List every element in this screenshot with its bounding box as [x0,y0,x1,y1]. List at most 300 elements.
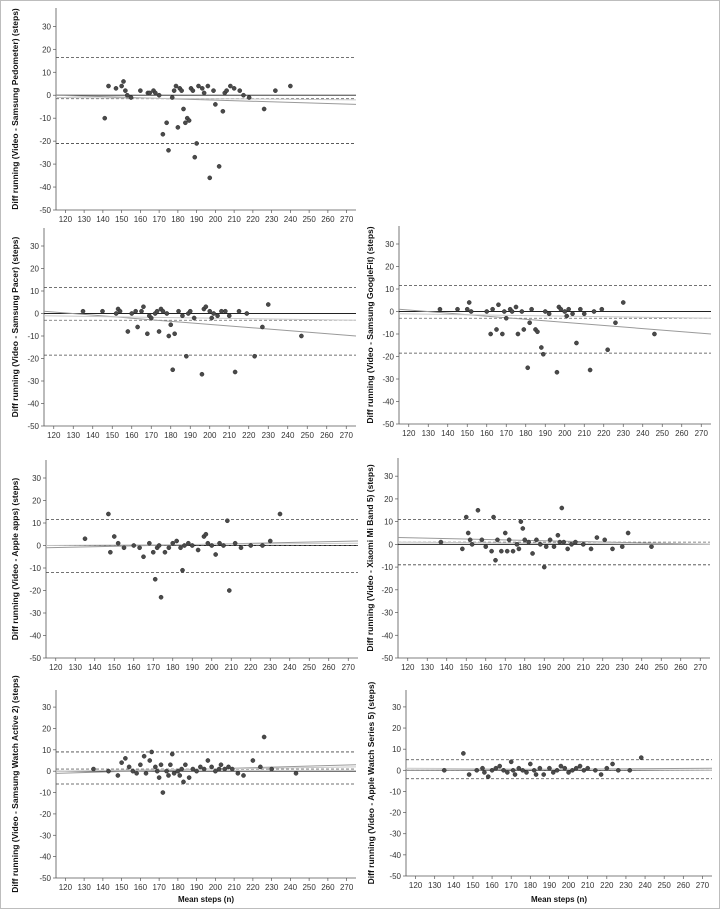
data-point [142,754,146,758]
data-point [484,545,488,549]
data-point [184,354,188,358]
y-tick-label: 20 [32,496,41,506]
data-point [570,768,574,772]
x-tick-label: 180 [171,215,185,224]
data-point [210,543,214,547]
data-point [460,547,464,551]
data-point [155,309,159,313]
data-point [171,368,175,372]
loess-line [399,314,711,319]
data-point [166,773,170,777]
x-tick-label: 130 [420,663,434,672]
data-point [482,770,486,774]
data-point [233,541,237,545]
data-point [83,537,87,541]
x-tick-label: 140 [96,883,110,892]
data-point [183,121,187,125]
y-tick-label: -40 [29,631,41,641]
x-tick-label: 240 [283,215,298,224]
data-point [213,102,217,106]
x-tick-label: 140 [88,663,102,672]
y-axis-label-wrap [10,8,26,210]
data-point [552,545,556,549]
x-tick-label: 210 [227,215,241,224]
data-point [141,555,145,559]
data-point [245,311,249,315]
y-tick-label: -20 [29,586,41,596]
data-point [159,595,163,599]
data-point [202,767,206,771]
data-point [217,541,221,545]
y-tick-label: -40 [381,631,393,641]
data-point [480,538,484,542]
data-point [180,89,184,93]
data-point [149,316,153,320]
data-point [581,542,585,546]
data-point [603,538,607,542]
x-tick-label: 120 [58,215,73,224]
x-tick-label: 240 [638,881,652,890]
x-tick-label: 130 [66,431,80,440]
x-tick-label: 220 [242,431,256,440]
x-tick-label: 120 [49,663,63,672]
data-point [565,314,569,318]
data-point [534,538,538,542]
data-point [204,305,208,309]
data-point [563,766,567,770]
data-point [138,763,142,767]
data-point [206,84,210,88]
data-point [236,771,240,775]
data-point [559,307,563,311]
data-point [186,541,190,545]
data-point [574,766,578,770]
y-tick-label: 0 [389,307,394,317]
y-tick-label: -40 [382,397,394,407]
data-point [226,765,230,769]
data-point [228,84,232,88]
x-tick-label: 160 [125,431,139,440]
data-point [196,548,200,552]
data-point [556,533,560,537]
data-point [559,764,563,768]
data-point [193,155,197,159]
data-point [196,84,200,88]
data-point [652,332,656,336]
y-tick-label: 30 [385,240,394,249]
y-tick-label: -10 [27,332,39,341]
x-tick-label: 130 [68,663,82,672]
data-point [116,541,120,545]
data-point [266,302,270,306]
y-tick-label: 10 [42,745,51,755]
x-tick-label: 130 [77,883,91,892]
data-point [582,768,586,772]
data-point [210,765,214,769]
data-point [260,325,264,329]
data-point [211,89,215,93]
data-point [505,549,509,553]
data-point [178,546,182,550]
x-tick-label: 170 [498,663,512,672]
x-tick-label: 190 [185,663,199,672]
data-point [167,334,171,338]
x-tick-label: 240 [281,431,295,440]
y-tick-label: -50 [389,872,401,881]
data-point [238,89,242,93]
x-tick-label: 130 [428,881,442,890]
x-tick-label: 260 [320,431,334,440]
data-point [225,519,229,523]
data-point [504,316,508,320]
data-point [620,545,624,549]
data-point [522,327,526,331]
x-tick-label: 130 [77,215,91,224]
data-point [268,539,272,543]
data-point [498,764,502,768]
data-point [569,542,573,546]
y-tick-label: -30 [39,160,51,170]
x-tick-label: 140 [440,663,454,672]
data-point [144,771,148,775]
data-point [114,311,118,315]
data-point [161,132,165,136]
data-point [517,766,521,770]
data-point [262,735,266,739]
x-tick-label: 210 [222,431,236,440]
data-point [606,348,610,352]
bland-altman-plot-3 [382,226,711,438]
data-point [490,549,494,553]
y-tick-label: -30 [29,609,41,618]
x-tick-label: 210 [576,663,590,672]
data-point [466,531,470,535]
data-point [610,547,614,551]
x-tick-label: 150 [466,881,480,890]
y-tick-label: 30 [42,22,51,32]
data-point [574,341,578,345]
data-point [521,768,525,772]
x-tick-label: 230 [261,431,275,440]
x-tick-label: 220 [597,429,611,438]
data-point [491,307,495,311]
data-point [491,515,495,519]
data-point [541,352,545,356]
data-point [543,309,547,313]
data-point [204,532,208,536]
data-point [147,541,151,545]
y-tick-label: 30 [42,703,51,713]
x-tick-label: 260 [674,663,688,672]
data-point [496,303,500,307]
y-tick-label: 20 [385,262,394,272]
data-point [539,345,543,349]
x-tick-label: 260 [321,883,335,892]
data-point [198,765,202,769]
data-point [127,765,131,769]
data-point [467,300,471,304]
data-point [125,93,129,97]
x-tick-label: 230 [616,429,630,438]
x-tick-label: 150 [107,663,121,672]
data-point [129,95,133,99]
data-point [589,547,593,551]
data-point [495,538,499,542]
data-point [166,148,170,152]
x-tick-label: 270 [693,663,707,672]
data-point [605,766,609,770]
data-point [225,89,229,93]
x-tick-label: 220 [246,215,260,224]
data-point [567,307,571,311]
data-point [213,769,217,773]
x-tick-label: 120 [47,431,61,440]
data-point [513,772,517,776]
y-tick-label: -30 [39,831,51,841]
data-point [192,316,196,320]
data-point [136,325,140,329]
data-point [174,84,178,88]
data-point [206,541,210,545]
x-tick-label: 160 [480,429,494,438]
data-point [116,773,120,777]
data-point [613,321,617,325]
x-tick-label: 180 [519,429,533,438]
x-tick-label: 210 [581,881,595,890]
data-point [217,164,221,168]
x-tick-label: 200 [203,431,217,440]
data-point [135,771,139,775]
data-point [247,95,251,99]
y-tick-label: 0 [36,541,41,551]
data-point [501,768,505,772]
data-point [191,767,195,771]
data-point [206,758,210,762]
data-point [161,309,165,313]
data-point [212,311,216,315]
data-point [299,334,303,338]
data-point [138,546,142,550]
data-point [180,568,184,572]
data-point [532,768,536,772]
y-tick-label: 30 [384,472,393,482]
data-point [163,550,167,554]
data-point [515,542,519,546]
data-point [526,366,530,370]
data-point [239,546,243,550]
x-tick-label: 220 [246,883,260,892]
data-point [150,750,154,754]
data-point [173,332,177,336]
y-axis-label: Diff running (Video - Samsung GoogleFit) (steps) [365,226,375,424]
y-tick-label: 0 [396,766,401,776]
data-point [558,540,562,544]
data-point [464,515,468,519]
data-point [476,508,480,512]
data-point [103,116,107,120]
data-point [578,307,582,311]
x-tick-label: 240 [283,663,297,672]
data-point [200,86,204,90]
data-point [628,768,632,772]
y-tick-label: -10 [389,787,401,797]
data-point [516,332,520,336]
x-tick-label: 200 [561,881,576,890]
y-axis-label: Diff running (Video - Apple Watch Series 5) (steps) [366,681,376,885]
y-tick-label: 0 [388,540,393,550]
y-tick-label: -10 [382,330,394,339]
data-point [241,773,245,777]
x-tick-label: 250 [302,883,316,892]
data-point [616,768,620,772]
x-tick-label: 270 [694,429,708,438]
data-point [227,588,231,592]
data-point [123,756,127,760]
data-point [467,772,471,776]
y-tick-label: 10 [385,285,394,294]
data-point [81,309,85,313]
x-tick-label: 210 [227,883,241,892]
data-point [157,775,161,779]
data-point [195,141,199,145]
data-point [208,176,212,180]
data-point [251,758,255,762]
data-point [233,370,237,374]
x-axis-label: Mean steps (n) [177,895,234,904]
data-point [191,89,195,93]
data-point [524,770,528,774]
y-tick-label: -50 [39,206,51,215]
data-point [200,372,204,376]
data-point [586,766,590,770]
data-point [165,121,169,125]
y-axis-label-wrap [10,675,26,893]
data-point [455,307,459,311]
data-point [555,370,559,374]
data-point [468,538,472,542]
data-point [258,765,262,769]
y-tick-label: -20 [39,137,51,147]
data-point [106,769,110,773]
y-tick-label: -30 [381,608,393,618]
data-point [167,546,171,550]
data-point [517,547,521,551]
bland-altman-plot-5 [381,458,710,672]
y-tick-label: 10 [392,745,401,755]
x-tick-label: 200 [208,215,223,224]
x-tick-label: 260 [321,215,335,224]
y-tick-label: -40 [39,852,51,862]
data-point [547,766,551,770]
data-point [134,309,138,313]
data-point [195,769,199,773]
data-point [180,314,184,318]
x-tick-label: 120 [402,429,416,438]
data-point [527,540,531,544]
data-point [106,512,110,516]
data-point [187,775,191,779]
data-point [544,545,548,549]
loess-line [44,316,356,321]
x-tick-label: 200 [558,429,572,438]
data-point [118,309,122,313]
x-tick-label: 170 [144,431,158,440]
data-point [219,763,223,767]
data-point [214,552,218,556]
x-tick-label: 240 [635,663,649,672]
data-point [175,539,179,543]
data-point [227,314,231,318]
x-tick-label: 160 [479,663,493,672]
y-tick-label: 30 [392,702,401,712]
data-point [132,543,136,547]
x-tick-label: 240 [636,429,650,438]
x-tick-label: 120 [408,881,423,890]
x-tick-label: 230 [264,883,279,892]
data-point [502,309,506,313]
x-tick-label: 180 [518,663,532,672]
y-tick-label: 20 [42,724,51,734]
y-tick-label: 10 [384,517,393,527]
data-point [170,95,174,99]
bland-altman-plot-2 [27,228,356,440]
data-point [114,86,118,90]
x-tick-label: 260 [322,663,336,672]
data-point [551,770,555,774]
data-point [171,541,175,545]
data-point [165,311,169,315]
data-point [566,547,570,551]
x-tick-label: 250 [302,215,316,224]
data-point [157,93,161,97]
data-point [514,305,518,309]
data-point [592,309,596,313]
data-point [610,762,614,766]
x-tick-label: 230 [619,881,633,890]
data-point [120,761,124,765]
data-point [519,520,523,524]
data-point [486,775,490,779]
data-point [593,768,597,772]
data-point [153,91,157,95]
y-axis-label: Diff running (Video - Xiaomi Mi Band 5) (steps) [365,464,375,652]
data-point [260,543,264,547]
data-point [230,767,234,771]
y-tick-label: -30 [382,375,394,384]
regression-line [399,309,711,334]
data-point [148,758,152,762]
data-point [439,540,443,544]
x-tick-label: 260 [676,881,690,890]
x-tick-label: 150 [460,429,474,438]
y-axis-label-wrap [10,228,26,426]
data-point [510,309,514,313]
y-tick-label: 10 [30,287,39,296]
y-tick-label: 20 [30,264,39,274]
x-tick-label: 140 [96,215,110,224]
x-tick-label: 170 [152,883,166,892]
data-point [503,531,507,535]
y-tick-label: 20 [384,494,393,504]
x-tick-label: 200 [205,663,219,672]
data-point [639,756,643,760]
data-point [170,752,174,756]
x-tick-label: 270 [339,883,354,892]
data-point [210,316,214,320]
x-tick-label: 170 [146,663,160,672]
data-point [106,84,110,88]
data-point [120,84,124,88]
